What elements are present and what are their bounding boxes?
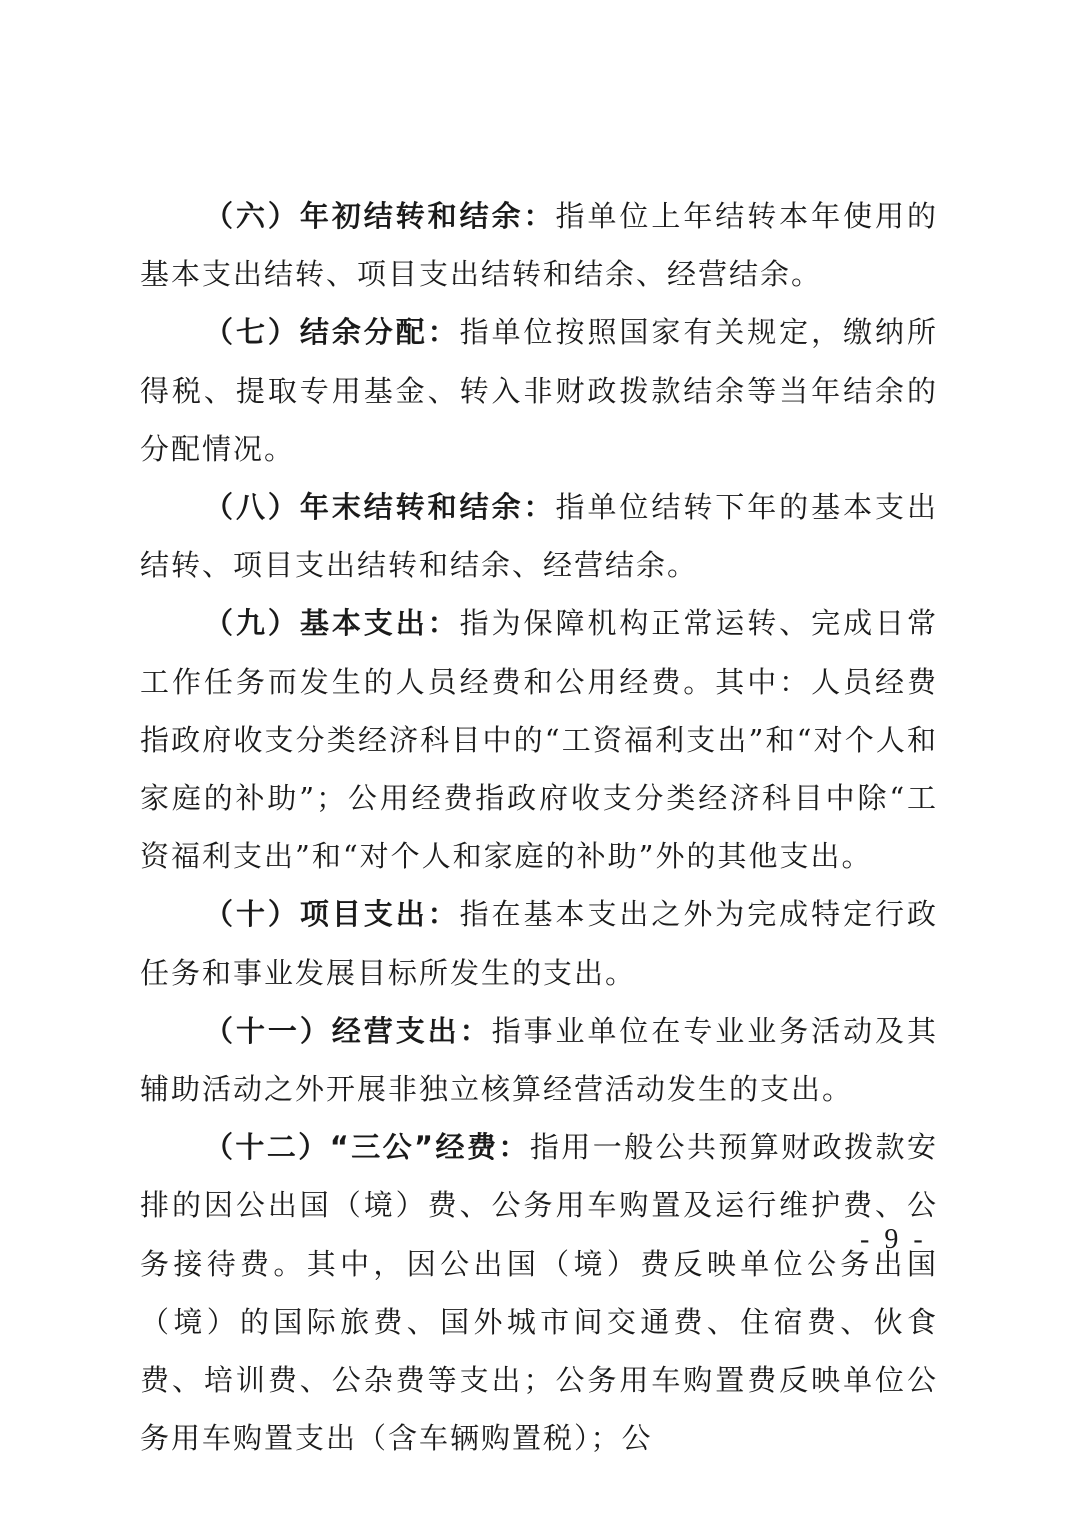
document-body: [140, 187, 938, 1467]
paragraph-9: [140, 594, 938, 885]
term-heading: （十）项目支出：: [204, 897, 460, 932]
paragraph-10: [140, 885, 938, 1001]
term-heading: （八）年末结转和结余：: [204, 490, 556, 525]
term-heading: （七）结余分配：: [204, 315, 460, 350]
paragraph-text: 指单位按照国家有关规定，缴纳所得税、提取专用基金、转入非财政拨款结余等当年结余的分配情况。: [140, 315, 938, 466]
page-number: - 9 -: [860, 1224, 927, 1255]
paragraph-text: 指为保障机构正常运转、完成日常工作任务而发生的人员经费和公用经费。其中：人员经费指政府收支分类经济科目中的“工资福利支出”和“对个人和家庭的补助”；公用经费指政府收支分类经济科目中除“工资福利支出”和“对个人和家庭的补助”外的其他支出。: [140, 606, 938, 874]
paragraph-text: 指单位上年结转本年使用的基本支出结转、项目支出结转和结余、经营结余。: [140, 199, 938, 292]
paragraph-11: [140, 1002, 938, 1118]
paragraph-8: [140, 478, 938, 594]
paragraph-text: 指在基本支出之外为完成特定行政任务和事业发展目标所发生的支出。: [140, 897, 938, 990]
paragraph-text: 指单位结转下年的基本支出结转、项目支出结转和结余、经营结余。: [140, 490, 938, 583]
paragraph-7: [140, 303, 938, 478]
term-heading: （十二）“三公”经费：: [204, 1130, 530, 1165]
term-heading: （十一）经营支出：: [204, 1013, 492, 1048]
paragraph-text: 指事业单位在专业业务活动及其辅助活动之外开展非独立核算经营活动发生的支出。: [140, 1013, 938, 1107]
paragraph-12: [140, 1118, 938, 1467]
paragraph-6: [140, 187, 938, 303]
term-heading: （九）基本支出：: [204, 606, 460, 641]
term-heading: （六）年初结转和结余：: [204, 199, 556, 233]
paragraph-text: 指用一般公共预算财政拨款安排的因公出国（境）费、公务用车购置及运行维护费、公务接待费。其中，因公出国（境）费反映单位公务出国（境）的国际旅费、国外城市间交通费、住宿费、伙食费、培训费、公杂费等支出；公务用车购置费反映单位公务用车购置支出（含车辆购置税）；公: [140, 1130, 938, 1456]
